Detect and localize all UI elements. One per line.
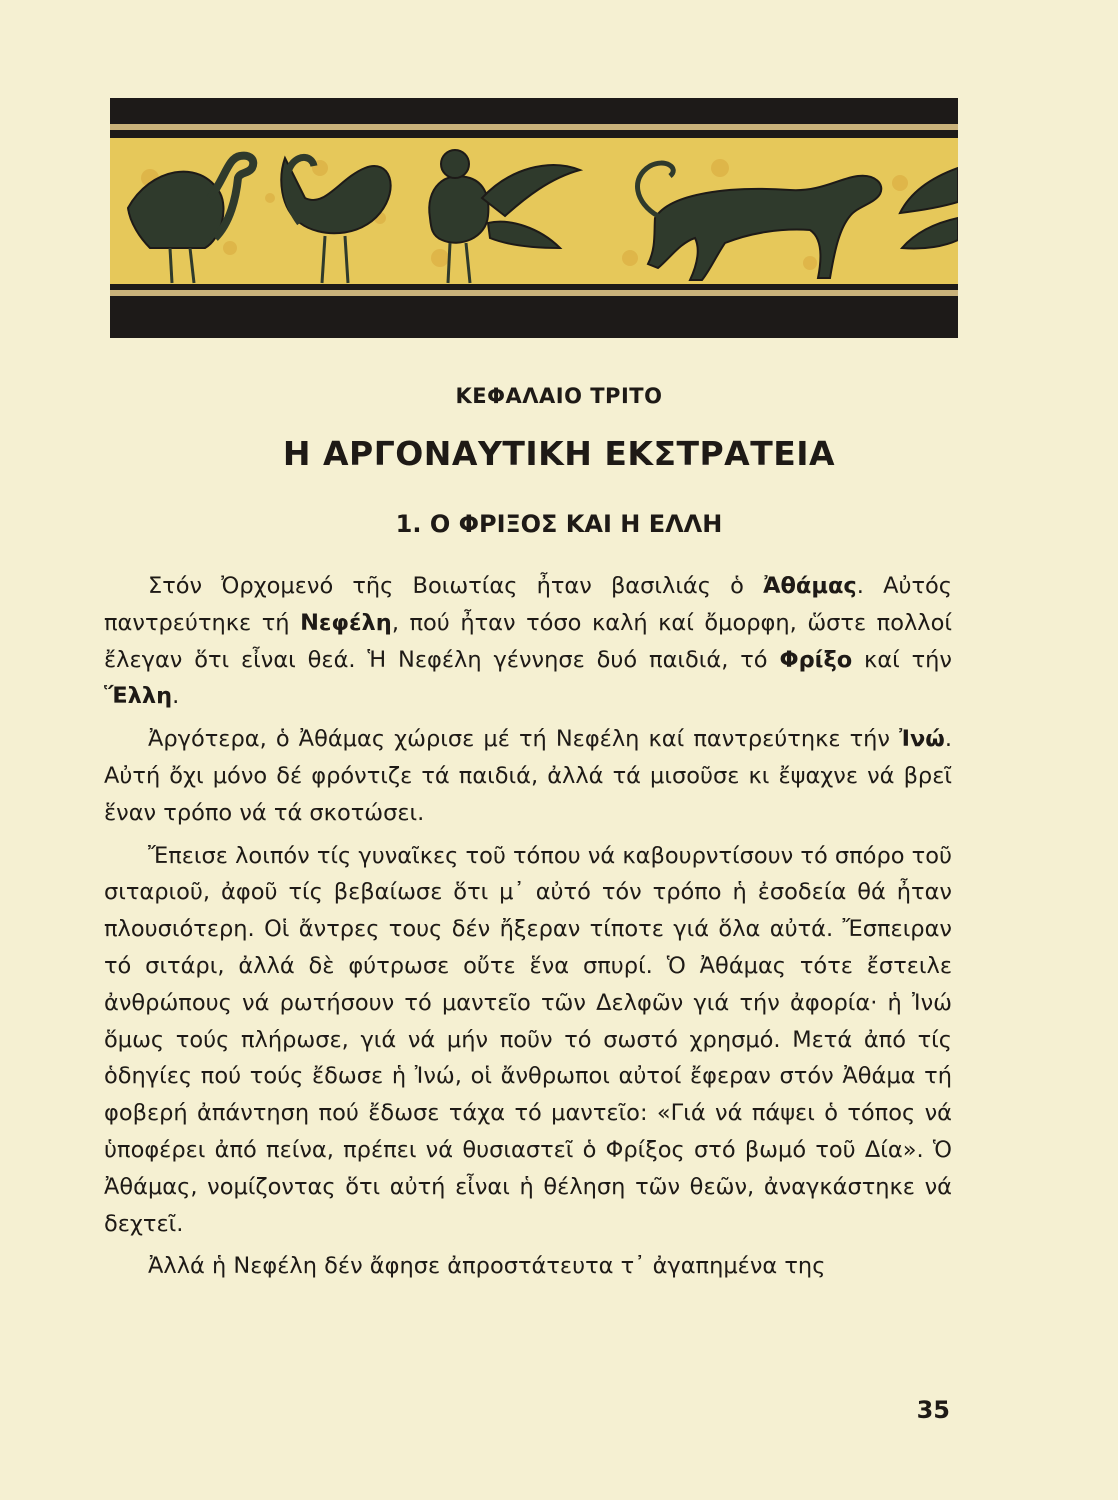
text-run: Ἀργότερα, ὁ Ἀθάμας χώρισε μέ τή Νεφέλη καί παντρεύτηκε τήν: [148, 726, 900, 753]
paragraph-3: Ἔπεισε λοιπόν τίς γυναῖκες τοῦ τόπου νά καβουρντίσουν τό σπόρο τοῦ σιταριοῦ, ἀφοῦ τίς βεβαίωσε ὅτι μ᾿ αὐτό τόν τρόπο ἡ ἐσοδεία θά ἦταν πλουσιότερη. Οἱ ἄντρες τους δέν ἤξεραν τίποτε γιά ὅλα αὐτά. Ἔσπειραν τό σιτάρι, ἀλλά δὲ φύτρωσε οὔτε ἕνα σπυρί. Ὁ Ἀθάμας τότε ἔστειλε ἀνθρώπους νά ρωτήσουν τό μαντεῖο τῶν Δελφῶν γιά τήν ἀφορία· ἡ Ἰνώ ὅμως τούς πλήρωσε, γιά νά μήν ποῦν τό σωστό χρησμό. Μετά ἀπό τίς ὁδηγίες πού τούς ἔδωσε ἡ Ἰνώ, οἱ ἄνθρωποι αὐτοί ἔφεραν στόν Ἀθάμα τή φοβερή ἀπάντηση πού ἔδωσε τάχα τό μαντεῖο: «Γιά νά πάψει ὁ τόπος νά ὑποφέρει ἀπό πείνα, πρέπει νά θυσιαστεῖ ὁ Φρίξος στό βωμό τοῦ Δία». Ὁ Ἀθάμας, νομίζοντας ὅτι αὐτή εἶναι ἡ θέληση τῶν θεῶν, ἀναγκάστηκε νά δεχτεῖ.: [104, 842, 952, 1237]
text-run: , πού ἦταν τόσο καλή καί ὄμορφη, ὥστε πολλοί ἔλεγαν ὅτι εἶναι θεά. Ἡ Νεφέλη γέννησε δυό παιδιά, τό: [104, 609, 952, 673]
name-nefeli: Νεφέλη: [300, 609, 392, 636]
name-frixos: Φρίξο: [779, 646, 853, 673]
text-run: . Αὐτός παντρεύτηκε τή: [104, 573, 952, 636]
page-number: 35: [916, 1396, 950, 1424]
text-run: καί τήν: [852, 646, 952, 673]
text-run: Στόν Ὀρχομενό τῆς Βοιωτίας ἦταν βασιλιάς ὁ: [148, 573, 764, 599]
body-text: [104, 568, 952, 1285]
section-title: 1. Ο ΦΡΙΞΟΣ ΚΑΙ Η ΕΛΛΗ: [395, 510, 723, 538]
chapter-label: ΚΕΦΑΛΑΙΟ ΤΡΙΤΟ: [455, 384, 663, 408]
decorative-frieze: [110, 98, 958, 338]
paragraph-4: Ἀλλά ἡ Νεφέλη δέν ἄφησε ἀπροστάτευτα τ᾿ ἀγαπημένα της: [148, 1253, 826, 1280]
paragraph-2: [104, 721, 952, 831]
name-ino: Ἰνώ: [899, 726, 945, 753]
frieze-illustration: [110, 98, 958, 338]
page-title: Η ΑΡΓΟΝΑΥΤΙΚΗ ΕΚΣΤΡΑΤΕΙΑ: [282, 434, 836, 473]
text-run: . Αὐτή ὄχι μόνο δέ φρόντιζε τά παιδιά, ἀλλά τά μισοῦσε κι ἔψαχνε νά βρεῖ ἕναν τρόπο νά τά σκοτώσει.: [104, 726, 952, 826]
name-elli: Ἕλλη: [104, 683, 173, 710]
paragraph-1: [104, 568, 952, 715]
text-run: .: [172, 683, 180, 710]
name-athamas: Ἀθάμας: [763, 573, 857, 599]
